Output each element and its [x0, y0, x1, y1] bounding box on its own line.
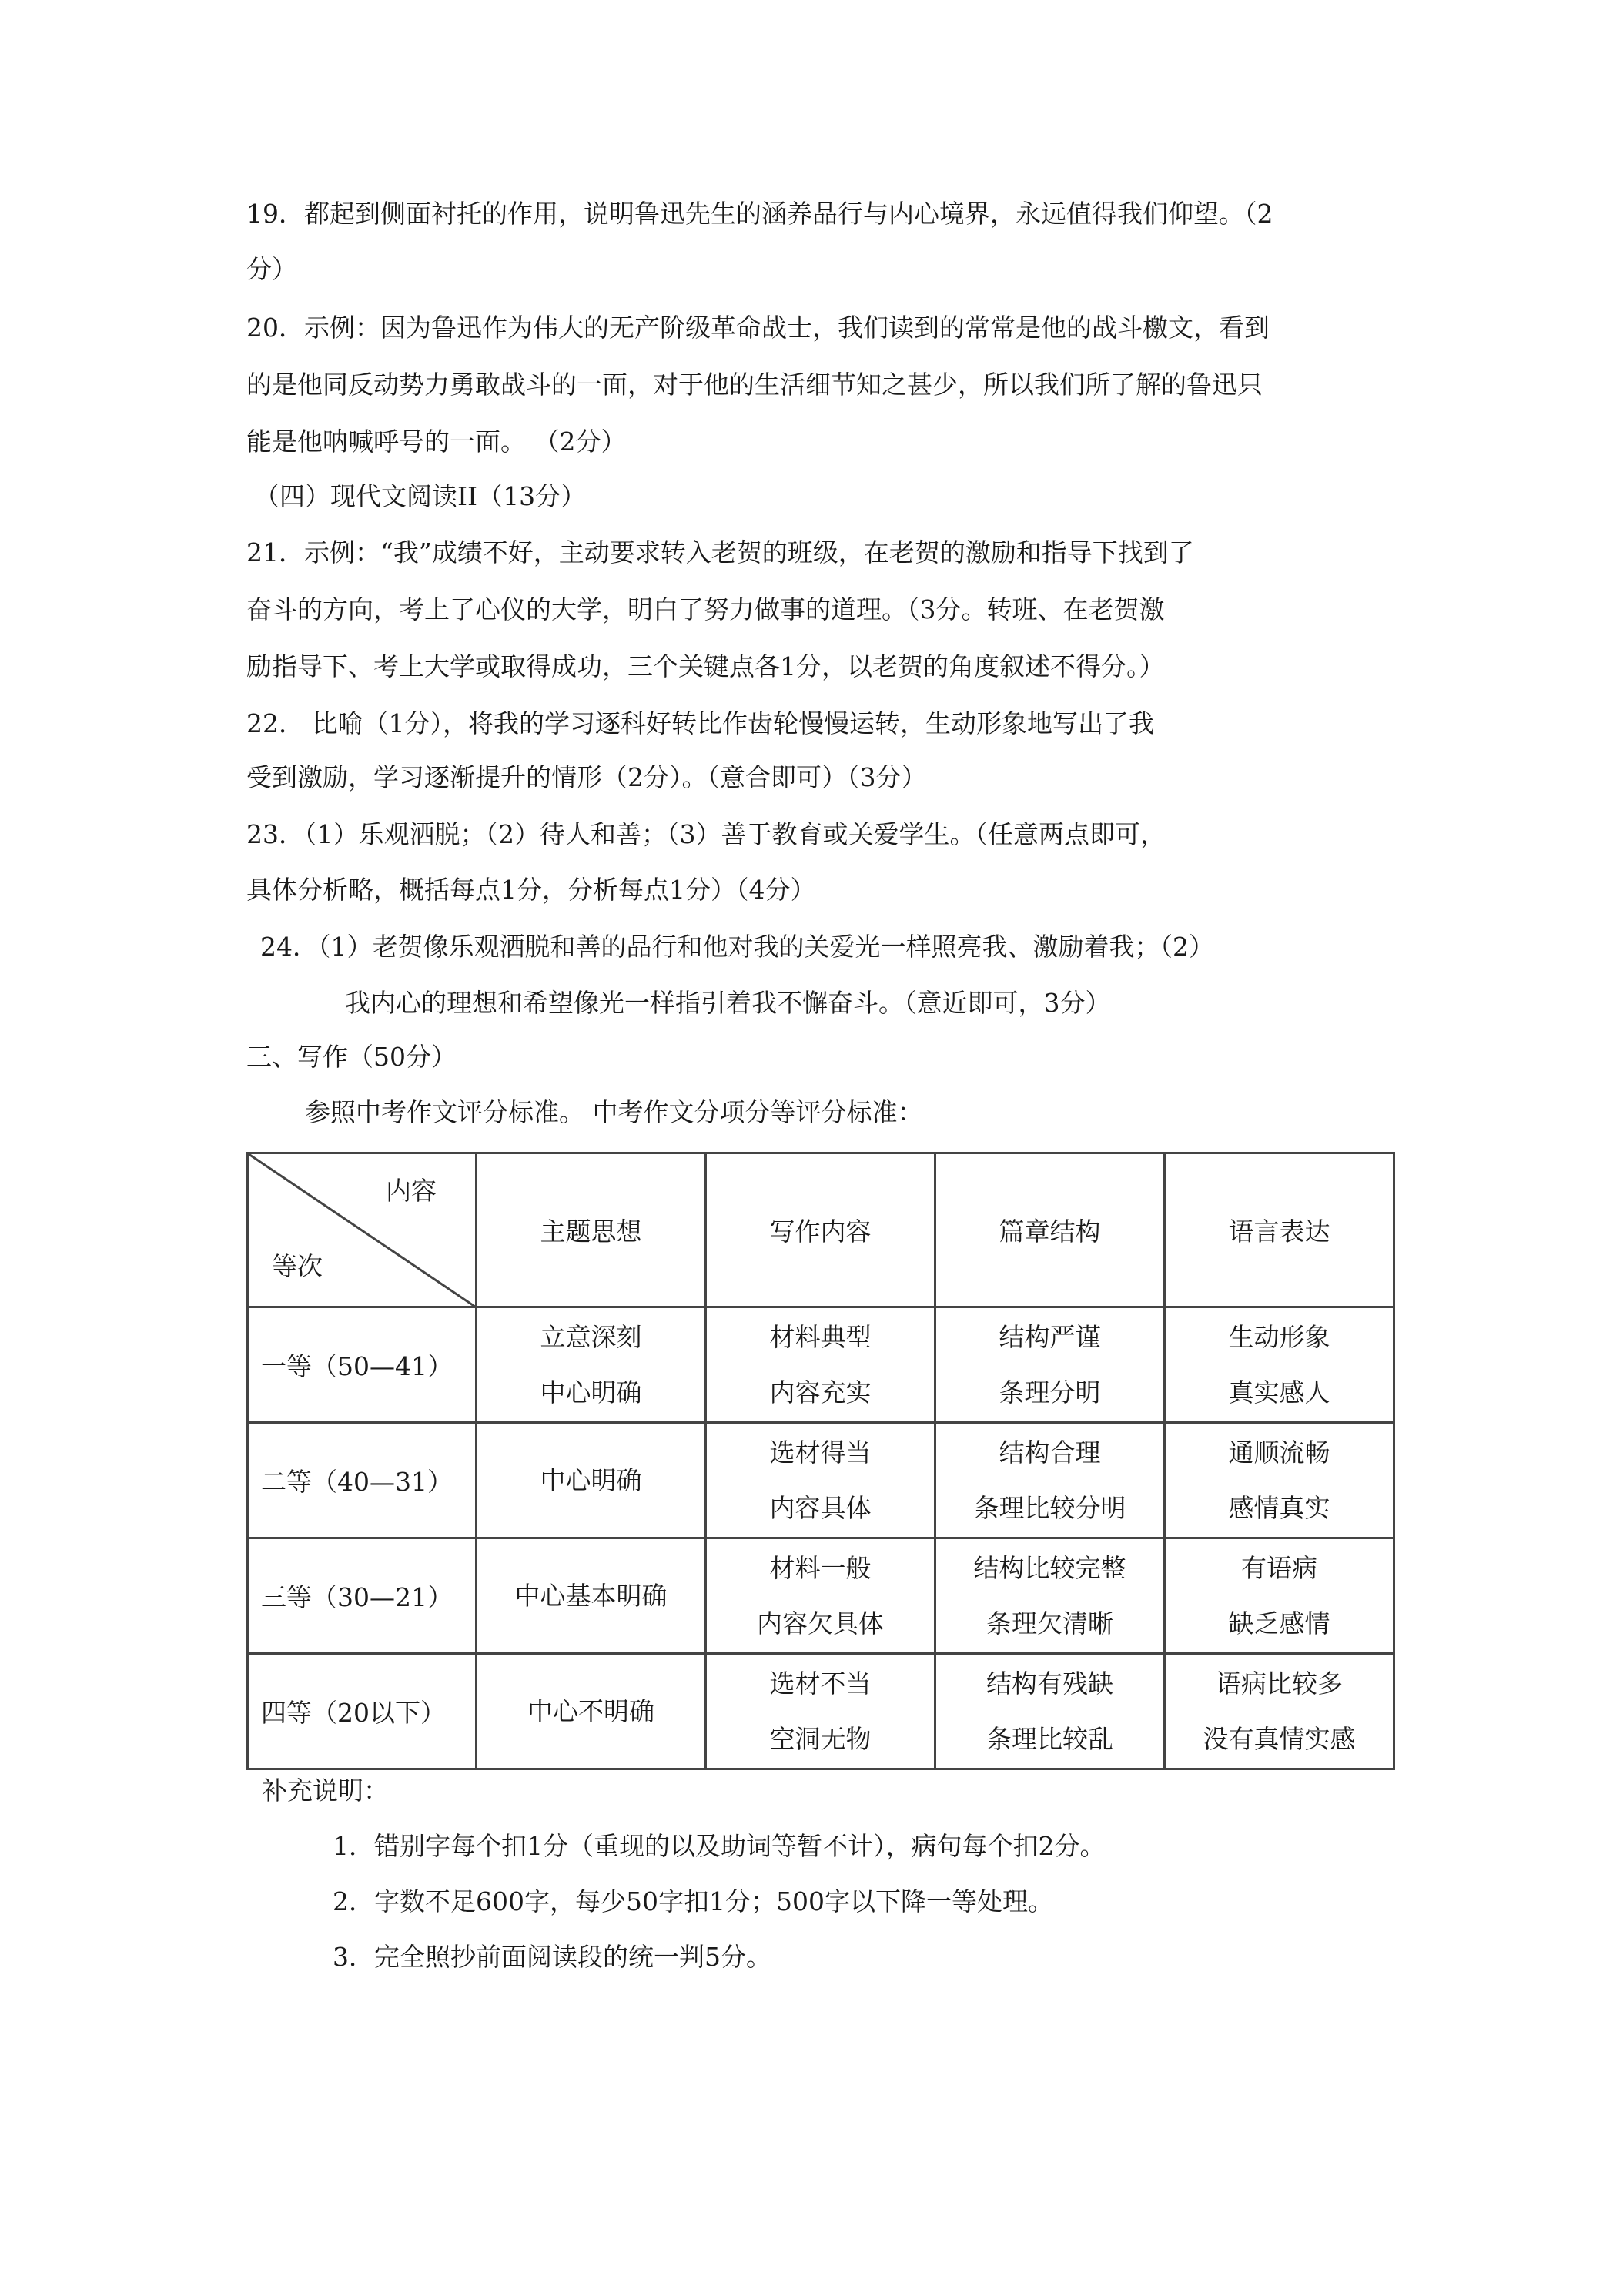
cell-text: 中心明确: [540, 1464, 642, 1495]
q21-line-1: 21．示例：“我”成绩不好，主动要求转入老贺的班级，在老贺的激励和指导下找到了: [246, 537, 1194, 567]
cell-text: 语病比较多: [1216, 1668, 1343, 1699]
q23-line-1: 23．（1）乐观洒脱；（2）待人和善；（3）善于教育或关爱学生。（任意两点即可，: [246, 819, 1166, 849]
supplement-item: 1．错别字每个扣1分（重现的以及助词等暂不计），病句每个扣2分。: [333, 1831, 1106, 1861]
q22-line-1: 22． 比喻（1分），将我的学习逐科好转比作齿轮慢慢运转，生动形象地写出了我: [246, 708, 1154, 738]
cell-text: 内容具体: [769, 1492, 872, 1523]
q24-line-1: 24．（1）老贺像乐观洒脱和善的品行和他对我的关爱光一样照亮我、激励着我；（2）: [260, 932, 1214, 962]
cell-text: 条理分明: [999, 1377, 1101, 1407]
table-row: [248, 1423, 1394, 1538]
supplement-item: 2．字数不足600字，每少50字扣1分；500字以下降一等处理。: [333, 1886, 1053, 1916]
cell-text: 条理比较乱: [986, 1723, 1113, 1754]
cell-text: 空洞无物: [769, 1723, 872, 1754]
cell-text: 结构合理: [999, 1437, 1101, 1468]
q20-line-3: 能是他呐喊呼号的一面。 （2分）: [246, 427, 627, 457]
q20-line-1: 20．示例：因为鲁迅作为伟大的无产阶级革命战士，我们读到的常常是他的战斗檄文，看到: [246, 313, 1270, 343]
supplement-title: 补充说明：: [262, 1776, 389, 1806]
cell-text: 材料典型: [769, 1321, 872, 1352]
q19-line-1: 19．都起到侧面衬托的作用，说明鲁迅先生的涵养品行与内心境界，永远值得我们仰望。（2: [246, 199, 1273, 229]
table-cell: [935, 1538, 1165, 1654]
table-row: [248, 1307, 1394, 1423]
table-cell: [706, 1423, 935, 1538]
table-cell: [1165, 1538, 1394, 1654]
q20-line-2: 的是他同反动势力勇敢战斗的一面，对于他的生活细节知之甚少，所以我们所了解的鲁迅只: [246, 370, 1263, 400]
table-cell: [1165, 1307, 1394, 1423]
cell-text: 选材不当: [769, 1668, 872, 1699]
cell-text: 通顺流畅: [1228, 1437, 1330, 1468]
cell-text: 立意深刻: [540, 1321, 642, 1352]
cell-text: 内容充实: [769, 1377, 872, 1407]
header-structure: 篇章结构: [935, 1153, 1165, 1307]
corner-label-grade: 等次: [272, 1251, 323, 1281]
cell-text: 选材得当: [769, 1437, 872, 1468]
cell-text: 结构比较完整: [973, 1552, 1126, 1583]
table-cell: [477, 1423, 706, 1538]
cell-text: 感情真实: [1228, 1492, 1330, 1523]
header-content: 写作内容: [706, 1153, 935, 1307]
section-4-title: （四）现代文阅读II（13分）: [254, 481, 587, 511]
corner-cell: [248, 1153, 477, 1307]
cell-text: 生动形象: [1228, 1321, 1330, 1352]
cell-text: 材料一般: [769, 1552, 872, 1583]
cell-text: 条理比较分明: [973, 1492, 1126, 1523]
table-row: [248, 1654, 1394, 1769]
grade-label: 四等（20以下）: [248, 1654, 477, 1769]
diagonal-line: [249, 1154, 477, 1308]
cell-text: 结构有残缺: [986, 1668, 1113, 1699]
grade-label: 三等（30—21）: [248, 1538, 477, 1654]
corner-label-content: 内容: [386, 1176, 437, 1206]
table-header-row: [248, 1153, 1394, 1307]
cell-text: 结构严谨: [999, 1321, 1101, 1352]
table-cell: [477, 1538, 706, 1654]
q19-line-2: 分）: [246, 254, 297, 284]
q22-line-2: 受到激励，学习逐渐提升的情形（2分）。（意合即可）（3分）: [246, 762, 927, 792]
supplement-item: 3．完全照抄前面阅读段的统一判5分。: [333, 1942, 771, 1972]
table-cell: [477, 1307, 706, 1423]
table-cell: [706, 1307, 935, 1423]
grade-label: 一等（50—41）: [248, 1307, 477, 1423]
cell-text: 没有真情实感: [1203, 1723, 1356, 1754]
table-cell: [935, 1307, 1165, 1423]
cell-text: 中心明确: [540, 1377, 642, 1407]
q23-line-2: 具体分析略，概括每点1分，分析每点1分）（4分）: [246, 875, 816, 905]
table-cell: [477, 1654, 706, 1769]
cell-text: 真实感人: [1228, 1377, 1330, 1407]
grading-table: [246, 1152, 1395, 1770]
cell-text: 有语病: [1241, 1552, 1317, 1583]
table-cell: [1165, 1654, 1394, 1769]
q21-line-3: 励指导下、考上大学或取得成功，三个关键点各1分，以老贺的角度叙述不得分。）: [246, 651, 1165, 681]
cell-text: 缺乏感情: [1228, 1608, 1330, 1638]
cell-text: 中心基本明确: [514, 1580, 668, 1611]
header-theme: 主题思想: [477, 1153, 706, 1307]
cell-text: 中心不明确: [527, 1695, 654, 1726]
grade-label: 二等（40—31）: [248, 1423, 477, 1538]
writing-intro: 参照中考作文评分标准。 中考作文分项分等评分标准：: [305, 1097, 923, 1127]
table-cell: [1165, 1423, 1394, 1538]
table-cell: [935, 1654, 1165, 1769]
cell-text: 内容欠具体: [757, 1608, 884, 1638]
table-cell: [706, 1538, 935, 1654]
cell-text: 条理欠清晰: [986, 1608, 1113, 1638]
q24-line-2: 我内心的理想和希望像光一样指引着我不懈奋斗。（意近即可，3分）: [345, 988, 1111, 1018]
table-row: [248, 1538, 1394, 1654]
header-language: 语言表达: [1165, 1153, 1394, 1307]
table-cell: [935, 1423, 1165, 1538]
q21-line-2: 奋斗的方向，考上了心仪的大学，明白了努力做事的道理。（3分。转班、在老贺激: [246, 594, 1165, 624]
table-cell: [706, 1654, 935, 1769]
writing-section-title: 三、写作（50分）: [246, 1042, 457, 1072]
